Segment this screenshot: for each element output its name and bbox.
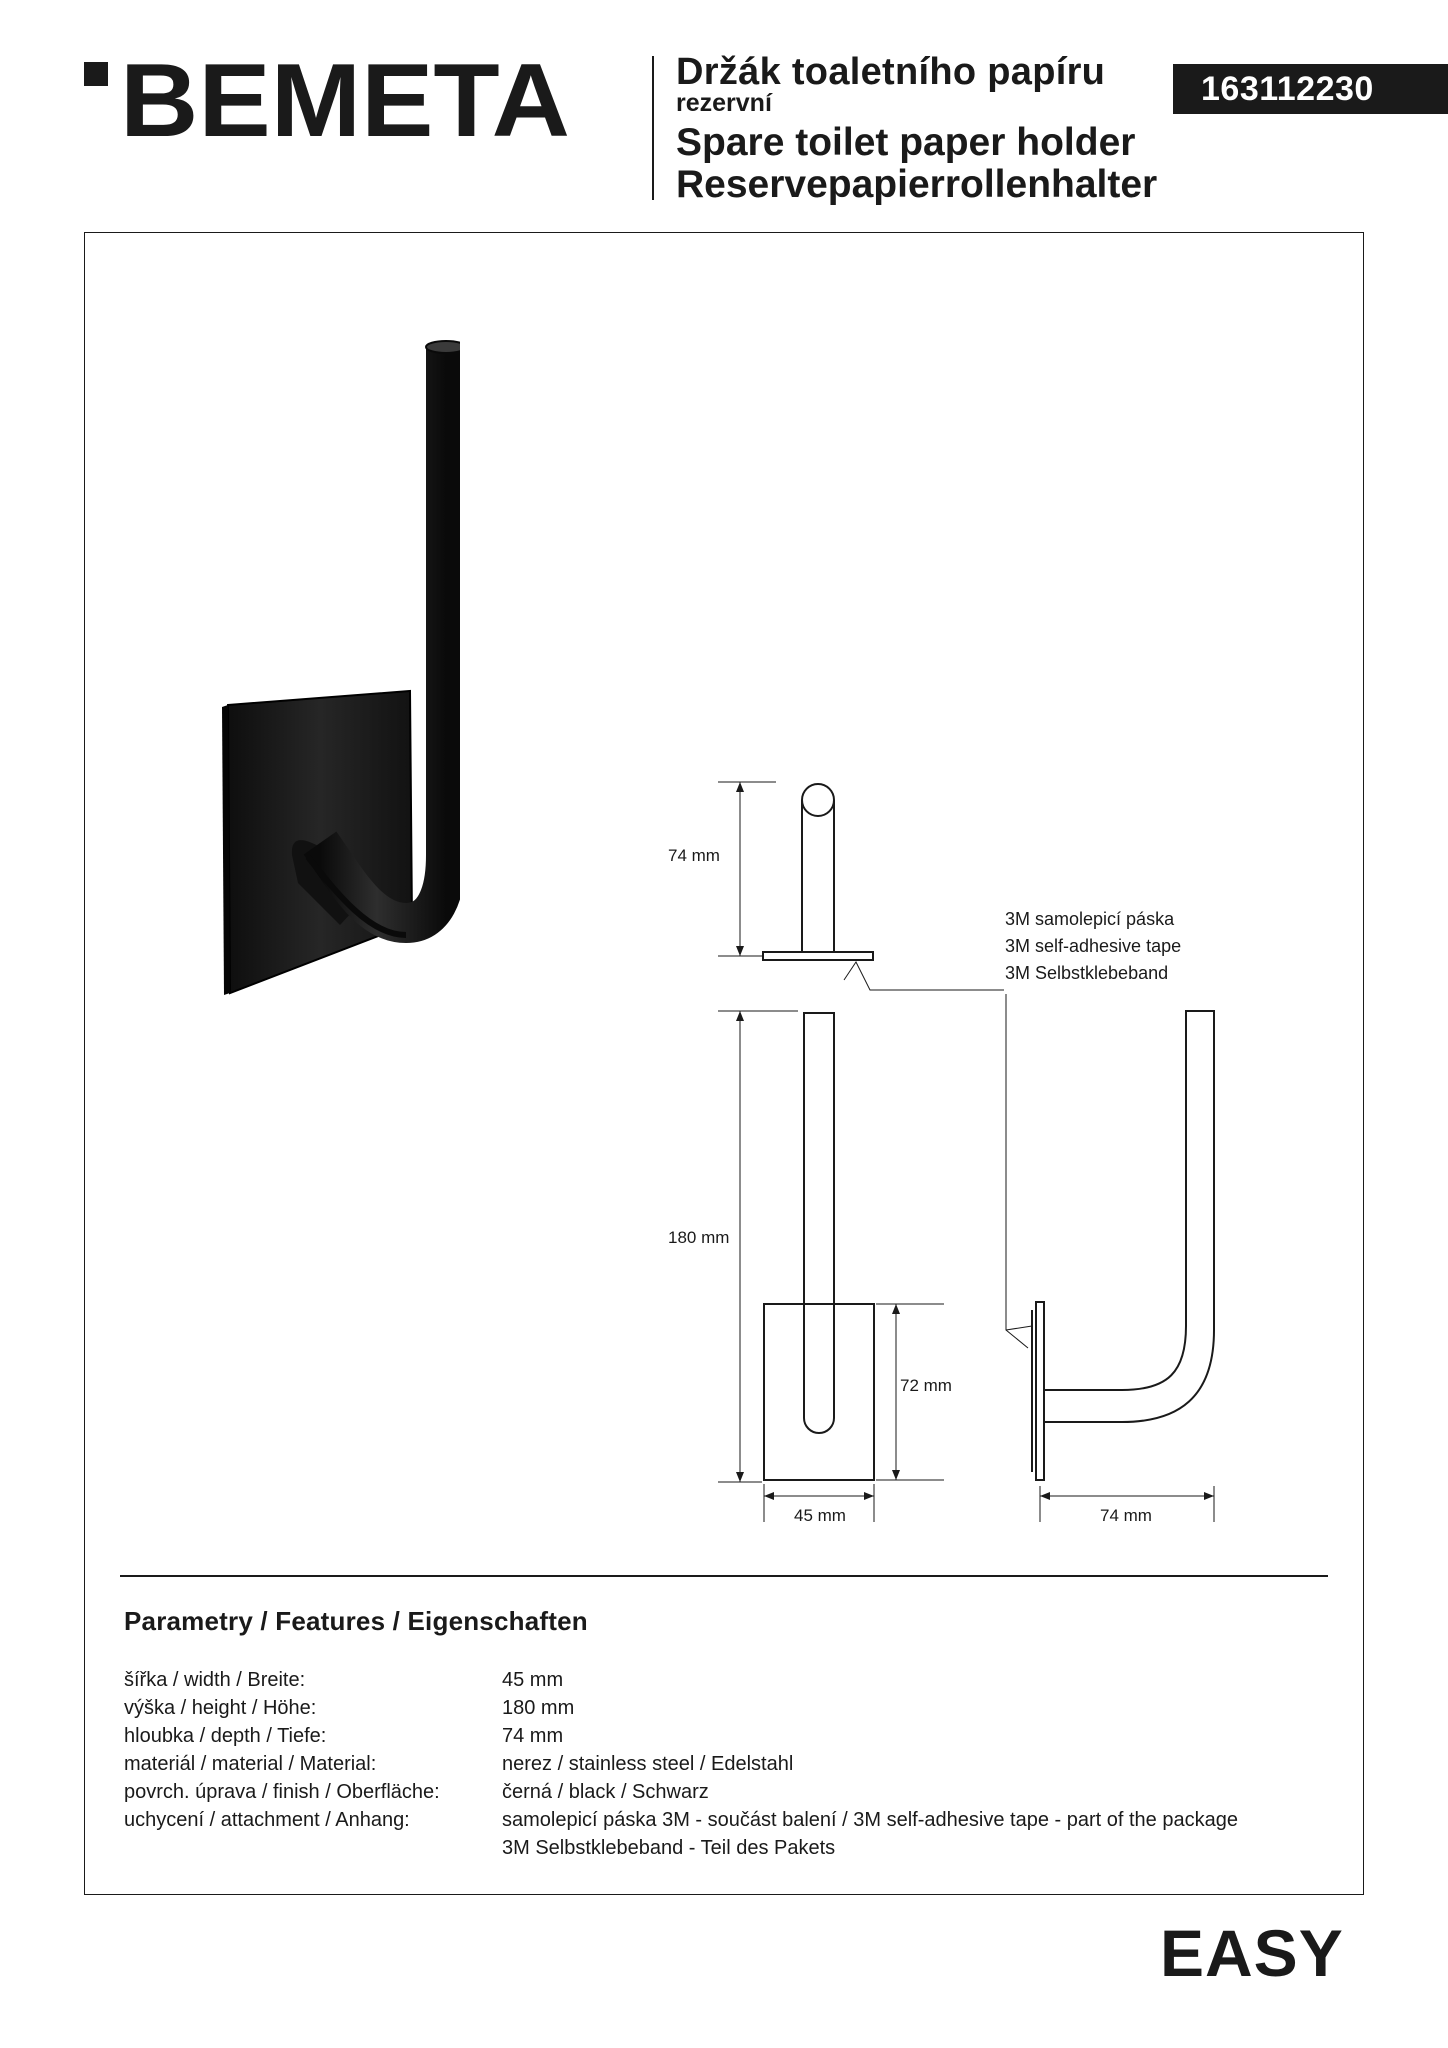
feature-value: nerez / stainless steel / Edelstahl	[502, 1753, 794, 1775]
feature-value: 3M Selbstklebeband - Teil des Pakets	[502, 1837, 836, 1859]
feature-label: povrch. úprava / finish / Oberfläche:	[124, 1781, 440, 1803]
section-divider	[120, 1575, 1328, 1577]
bemeta-logo	[84, 52, 574, 142]
feature-row	[124, 1778, 1302, 1806]
title-en: Spare toilet paper holder	[676, 121, 1136, 164]
features-table	[124, 1666, 1302, 1862]
feature-label: šířka / width / Breite:	[124, 1669, 306, 1691]
dim-width: 45 mm	[794, 1506, 846, 1525]
feature-value: 74 mm	[502, 1725, 564, 1747]
feature-value: 45 mm	[502, 1669, 564, 1691]
product-image	[220, 335, 460, 1005]
dim-top-depth: 74 mm	[668, 846, 720, 865]
feature-row	[124, 1666, 1302, 1694]
feature-value: černá / black / Schwarz	[502, 1781, 709, 1803]
tape-label-en: 3M self-adhesive tape	[1005, 936, 1182, 956]
feature-row	[124, 1694, 1302, 1722]
feature-label: výška / height / Höhe:	[124, 1697, 317, 1719]
feature-label: hloubka / depth / Tiefe:	[124, 1725, 327, 1747]
brand-wordmark: BEMETA	[120, 52, 570, 142]
product-code: 163112230	[1173, 64, 1448, 114]
header-divider	[652, 56, 654, 200]
tape-label	[1005, 906, 1181, 987]
title-de: Reservepapierrollenhalter	[676, 163, 1158, 206]
feature-row	[124, 1834, 1302, 1862]
feature-label: materiál / material / Material:	[124, 1753, 377, 1775]
dim-plate-height: 72 mm	[900, 1376, 952, 1395]
feature-row	[124, 1750, 1302, 1778]
dim-side-depth: 74 mm	[1100, 1506, 1152, 1525]
feature-value: 180 mm	[502, 1697, 575, 1719]
feature-label: uchycení / attachment / Anhang:	[124, 1809, 410, 1831]
feature-label	[124, 1834, 502, 1862]
title-cz-sub: rezervní	[676, 89, 772, 117]
features-title: Parametry / Features / Eigenschaften	[124, 1606, 588, 1636]
series-name: EASY	[1160, 1916, 1344, 1990]
feature-row	[124, 1722, 1302, 1750]
title-cz: Držák toaletního papíru	[676, 51, 1106, 93]
feature-row	[124, 1806, 1302, 1834]
dim-height: 180 mm	[668, 1228, 730, 1247]
tape-label-cz: 3M samolepicí páska	[1005, 909, 1175, 929]
tape-label-de: 3M Selbstklebeband	[1005, 963, 1169, 983]
title-block	[676, 50, 1157, 206]
feature-value: samolepicí páska 3M - součást balení / 3M self-adhesive tape - part of the package	[502, 1809, 1238, 1831]
